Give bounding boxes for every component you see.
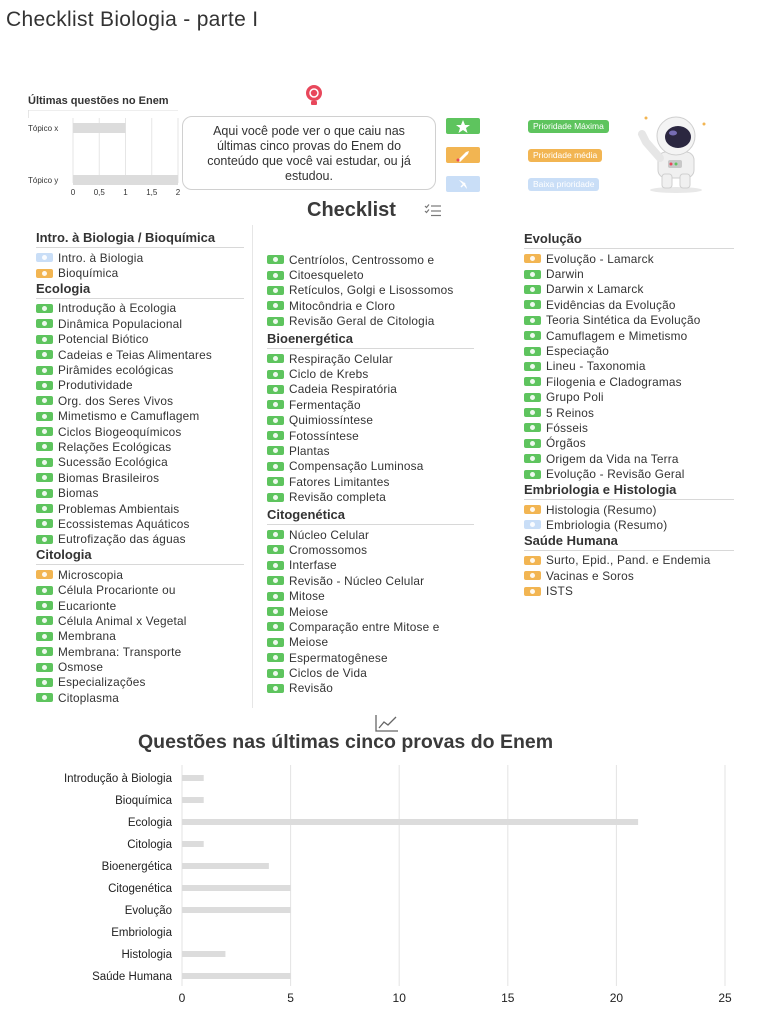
- priority-high-icon: [36, 442, 53, 451]
- checklist-item-label: Quimiossíntese: [289, 413, 374, 428]
- priority-high-icon: [267, 255, 284, 264]
- priority-high-icon: [524, 300, 541, 309]
- checklist-item[interactable]: [36, 613, 244, 628]
- checklist-item-label: Fotossíntese: [289, 428, 359, 443]
- checklist-item-label: Biomas: [58, 486, 99, 501]
- checklist-item[interactable]: [267, 351, 474, 366]
- priority-high-icon: [524, 331, 541, 340]
- priority-high-icon: [267, 301, 284, 310]
- priority-high-icon: [36, 693, 53, 702]
- checklist-item-label: Cadeias e Teias Alimentares: [58, 347, 213, 362]
- checklist-item-label: Grupo Poli: [546, 390, 604, 405]
- checklist-item[interactable]: [267, 635, 474, 650]
- priority-high-icon: [36, 601, 53, 610]
- priority-high-icon: [267, 400, 284, 409]
- checklist-item-label: Cadeia Respiratória: [289, 382, 398, 397]
- checklist-item[interactable]: [267, 527, 474, 542]
- priority-low-label: Baixa prioridade: [528, 178, 599, 191]
- priority-high-icon: [524, 439, 541, 448]
- x-tick-label: 25: [718, 991, 732, 1005]
- priority-high-icon: [267, 446, 284, 455]
- checklist-item-label: Potencial Biótico: [58, 332, 149, 347]
- checklist-item[interactable]: [36, 301, 244, 316]
- checklist-item[interactable]: [267, 397, 474, 412]
- checklist-item[interactable]: [267, 428, 474, 443]
- priority-high-icon: [524, 377, 541, 386]
- mini-chart-title: Últimas questões no Enem: [28, 95, 169, 107]
- checklist-item[interactable]: [524, 436, 734, 451]
- priority-medium-icon: [36, 570, 53, 579]
- checklist-item[interactable]: [36, 598, 244, 613]
- checklist-item-label: Respiração Celular: [289, 351, 393, 366]
- priority-high-icon: [36, 663, 53, 672]
- checklist-item-label: Ecossistemas Aquáticos: [58, 516, 190, 531]
- bar: [182, 973, 291, 979]
- checklist-item[interactable]: [36, 378, 244, 393]
- checklist-item[interactable]: [524, 451, 734, 466]
- checklist-item[interactable]: [267, 267, 474, 282]
- checklist-item[interactable]: [267, 619, 474, 634]
- checklist-item[interactable]: [36, 516, 244, 531]
- checklist-item[interactable]: [36, 316, 244, 331]
- checklist-item-label: Origem da Vida na Terra: [546, 451, 679, 466]
- checklist-item-label: Citoplasma: [58, 690, 120, 705]
- priority-medium-icon: [524, 556, 541, 565]
- priority-high-icon: [36, 616, 53, 625]
- mini-category-label: Tópico y: [28, 176, 59, 185]
- priority-medium-icon: [36, 269, 53, 278]
- checklist-item[interactable]: [267, 542, 474, 557]
- checklist-item-label: Membrana: Transporte: [58, 644, 182, 659]
- priority-high-icon: [267, 271, 284, 280]
- checklist-item-label: Fatores Limitantes: [289, 474, 390, 489]
- checklist-item-label: Especiação: [546, 344, 609, 359]
- x-tick-label: 15: [501, 991, 515, 1005]
- x-tick-label: 20: [609, 991, 624, 1005]
- checklist-column-1: [36, 230, 244, 706]
- bar: [182, 775, 204, 781]
- checklist-item-label: Intro. à Biologia: [58, 250, 144, 265]
- priority-high-icon: [267, 561, 284, 570]
- checklist-item[interactable]: [36, 409, 244, 424]
- checklist-item-label: Ciclo de Krebs: [289, 367, 369, 382]
- priority-medium-icon: [524, 571, 541, 580]
- bar: [182, 863, 269, 869]
- checklist-item[interactable]: [267, 459, 474, 474]
- priority-high-icon: [267, 576, 284, 585]
- checklist-item[interactable]: [524, 343, 734, 358]
- checklist-item[interactable]: [524, 517, 734, 532]
- priority-high-icon: [267, 530, 284, 539]
- checklist-item-label: Revisão: [289, 681, 334, 696]
- checklist-item[interactable]: [267, 588, 474, 603]
- priority-high-icon: [267, 462, 284, 471]
- category-title: Intro. à Biologia / Bioquímica: [36, 230, 244, 248]
- priority-high-icon: [267, 653, 284, 662]
- checklist-item[interactable]: [36, 362, 244, 377]
- x-tick-label: 0: [178, 991, 186, 1005]
- category-label: Introdução à Biologia: [63, 773, 172, 785]
- priority-high-icon: [36, 473, 53, 482]
- checklist-item-label: Biomas Brasileiros: [58, 470, 160, 485]
- category-title: Evolução: [524, 231, 734, 249]
- checklist-item[interactable]: [267, 474, 474, 489]
- priority-high-icon: [267, 477, 284, 486]
- mini-bar: [73, 123, 126, 133]
- priority-high-icon: [267, 545, 284, 554]
- priority-high-icon: [36, 504, 53, 513]
- checklist-item-label: Vacinas e Soros: [546, 568, 635, 583]
- priority-high-icon: [36, 335, 53, 344]
- priority-high-icon: [36, 412, 53, 421]
- category-label: Saúde Humana: [92, 971, 172, 983]
- checklist-item[interactable]: [36, 532, 244, 547]
- checklist-item[interactable]: [524, 583, 734, 598]
- checklist-item-label: Eucarionte: [58, 598, 117, 613]
- checklist-item-label: Histologia (Resumo): [546, 502, 657, 517]
- priority-high-icon: [267, 416, 284, 425]
- checklist-item-label: Problemas Ambientais: [58, 501, 180, 516]
- category-label: Bioenergética: [101, 861, 172, 873]
- mini-tick-label: 1,5: [146, 188, 158, 197]
- checklist-item[interactable]: [36, 347, 244, 362]
- checklist-item-label: Camuflagem e Mimetismo: [546, 328, 688, 343]
- category-label: Embriologia: [111, 927, 172, 939]
- checklist-item[interactable]: [36, 424, 244, 439]
- priority-high-icon: [267, 607, 284, 616]
- priority-low-icon: [36, 253, 53, 262]
- checklist-item[interactable]: [524, 568, 734, 583]
- checklist-item-label: Mitose: [289, 589, 325, 604]
- priority-high-icon: [267, 493, 284, 502]
- checklist-item[interactable]: [36, 250, 244, 265]
- star-icon: [446, 118, 480, 134]
- priority-high-icon: [36, 304, 53, 313]
- priority-high-label: Prioridade Máxima: [528, 120, 609, 133]
- bar: [182, 907, 291, 913]
- checklist-item[interactable]: [36, 690, 244, 705]
- satellite-icon: [446, 176, 480, 192]
- checklist-item-label: Centríolos, Centrossomo e: [289, 252, 435, 267]
- priority-high-icon: [36, 381, 53, 390]
- priority-high-icon: [36, 535, 53, 544]
- checklist-item[interactable]: [267, 650, 474, 665]
- checklist-item-label: ISTS: [546, 584, 574, 599]
- checklist-item-label: Evidências da Evolução: [546, 297, 676, 312]
- category-title: Bioenergética: [267, 331, 474, 349]
- checklist-item[interactable]: [267, 558, 474, 573]
- priority-high-icon: [524, 454, 541, 463]
- priority-medium-label: Prioridade média: [528, 149, 602, 162]
- lightbulb-icon: [303, 83, 325, 107]
- checklist-item[interactable]: [524, 359, 734, 374]
- checklist-item[interactable]: [524, 313, 734, 328]
- checklist-item[interactable]: [36, 470, 244, 485]
- category-label: Histologia: [121, 949, 172, 961]
- checklist-item[interactable]: [267, 681, 474, 696]
- priority-high-icon: [267, 684, 284, 693]
- mini-category-label: Tópico x: [28, 124, 59, 133]
- priority-high-icon: [36, 632, 53, 641]
- priority-high-icon: [36, 366, 53, 375]
- checklist-item-label: 5 Reinos: [546, 405, 595, 420]
- trend-chart-icon: [374, 713, 400, 733]
- checklist-item[interactable]: [524, 266, 734, 281]
- priority-high-icon: [267, 622, 284, 631]
- checklist-item[interactable]: [36, 455, 244, 470]
- checklist-item-label: Filogenia e Cladogramas: [546, 374, 682, 389]
- x-tick-label: 5: [287, 991, 294, 1005]
- checklist-item-label: Produtividade: [58, 378, 133, 393]
- checklist-item[interactable]: [524, 553, 734, 568]
- checklist-item[interactable]: [524, 405, 734, 420]
- priority-high-icon: [267, 638, 284, 647]
- bar: [182, 885, 291, 891]
- page-title: Checklist Biologia - parte I: [6, 8, 259, 31]
- category-label: Ecologia: [127, 817, 172, 829]
- checklist-item[interactable]: [36, 659, 244, 674]
- category-title: Citogenética: [267, 507, 474, 525]
- priority-high-icon: [267, 669, 284, 678]
- checklist-item[interactable]: [267, 604, 474, 619]
- category-title: Embriologia e Histologia: [524, 482, 734, 500]
- checklist-item[interactable]: [36, 582, 244, 597]
- priority-medium-icon: [524, 505, 541, 514]
- checklist-item-label: Eutrofização das águas: [58, 532, 186, 547]
- checklist-item[interactable]: [36, 501, 244, 516]
- checklist-item-label: Teoria Sintética da Evolução: [546, 313, 701, 328]
- category-label: Evolução: [124, 905, 172, 917]
- priority-high-icon: [524, 470, 541, 479]
- priority-high-icon: [267, 354, 284, 363]
- checklist-item[interactable]: [524, 251, 734, 266]
- checklist-column-2: [267, 252, 474, 696]
- checklist-item-label: Fósseis: [546, 420, 589, 435]
- checklist-item-label: Órgãos: [546, 436, 586, 451]
- bar-chart-title: Questões nas últimas cinco provas do Enem: [138, 731, 554, 753]
- priority-high-icon: [36, 396, 53, 405]
- checklist-item-label: Revisão - Núcleo Celular: [289, 573, 425, 588]
- checklist-item-label: Célula Procarionte ou: [58, 583, 176, 598]
- priority-high-icon: [36, 319, 53, 328]
- checklist-item[interactable]: [267, 413, 474, 428]
- category-title: Ecologia: [36, 281, 244, 299]
- mini-tick-label: 1: [123, 188, 128, 197]
- checklist-item[interactable]: [267, 298, 474, 313]
- priority-high-icon: [524, 316, 541, 325]
- priority-high-icon: [524, 423, 541, 432]
- checklist-item-label: Microscopia: [58, 567, 124, 582]
- checklist-item[interactable]: [36, 332, 244, 347]
- checklist-item-label: Evolução - Revisão Geral: [546, 467, 685, 482]
- checklist-item-label: Interfase: [289, 558, 337, 573]
- category-label: Citologia: [127, 839, 172, 851]
- checklist-item-label: Relações Ecológicas: [58, 439, 172, 454]
- checklist-item[interactable]: [524, 466, 734, 481]
- checklist-item[interactable]: [36, 629, 244, 644]
- checklist-item[interactable]: [267, 665, 474, 680]
- checklist-item[interactable]: [36, 393, 244, 408]
- checklist-item-label: Fermentação: [289, 397, 361, 412]
- checklist-item[interactable]: [524, 390, 734, 405]
- checklist-item-label: Lineu - Taxonomia: [546, 359, 646, 374]
- priority-high-icon: [267, 385, 284, 394]
- checklist-item-label: Embriologia (Resumo): [546, 517, 668, 532]
- checklist-title: Checklist: [307, 199, 396, 221]
- bar: [182, 841, 204, 847]
- priority-high-icon: [267, 286, 284, 295]
- checklist-item[interactable]: [524, 328, 734, 343]
- checklist-item-label: Espermatogênese: [289, 650, 388, 665]
- rocket-icon: [446, 147, 480, 163]
- priority-high-icon: [524, 408, 541, 417]
- checklist-item[interactable]: [524, 502, 734, 517]
- bar: [182, 797, 204, 803]
- checklist-item[interactable]: [36, 439, 244, 454]
- checklist-item-label: Revisão completa: [289, 490, 386, 505]
- priority-high-icon: [267, 317, 284, 326]
- priority-high-icon: [36, 647, 53, 656]
- checklist-item-label: Ciclos Biogeoquímicos: [58, 424, 182, 439]
- checklist-item-label: Surto, Epid., Pand. e Endemia: [546, 553, 711, 568]
- checklist-item-label: Retículos, Golgi e Lisossomos: [289, 283, 454, 298]
- checklist-column-3: [524, 231, 734, 599]
- checklist-item-label: Darwin x Lamarck: [546, 282, 644, 297]
- priority-high-icon: [267, 431, 284, 440]
- checklist-item[interactable]: [36, 644, 244, 659]
- checklist-item[interactable]: [36, 675, 244, 690]
- checklist-item-label: Evolução - Lamarck: [546, 251, 654, 266]
- priority-medium-icon: [524, 587, 541, 596]
- checklist-item-label: Célula Animal x Vegetal: [58, 613, 187, 628]
- checklist-item-label: Bioquímica: [58, 266, 119, 281]
- checklist-item[interactable]: [524, 297, 734, 312]
- mini-tick-label: 2: [175, 188, 181, 197]
- mini-chart: [28, 110, 188, 200]
- mini-tick-label: 0: [70, 188, 76, 197]
- checklist-item-label: Revisão Geral de Citologia: [289, 314, 435, 329]
- priority-high-icon: [36, 519, 53, 528]
- checklist-item-label: Meiose: [289, 635, 329, 650]
- checklist-item-label: Ciclos de Vida: [289, 666, 367, 681]
- checklist-icon: [424, 203, 442, 217]
- checklist-item[interactable]: [36, 567, 244, 582]
- checklist-item-label: Citoesqueleto: [289, 268, 364, 283]
- checklist-item-label: Mitocôndria e Cloro: [289, 298, 396, 313]
- checklist-item-label: Osmose: [58, 660, 104, 675]
- priority-high-icon: [524, 362, 541, 371]
- checklist-item[interactable]: [267, 382, 474, 397]
- checklist-item[interactable]: [267, 366, 474, 381]
- checklist-item[interactable]: [267, 252, 474, 267]
- priority-high-icon: [36, 489, 53, 498]
- priority-high-icon: [36, 586, 53, 595]
- column-divider: [252, 225, 253, 708]
- checklist-item[interactable]: [36, 265, 244, 280]
- bar: [182, 951, 225, 957]
- checklist-item[interactable]: [36, 485, 244, 500]
- checklist-item[interactable]: [524, 420, 734, 435]
- checklist-item[interactable]: [267, 443, 474, 458]
- checklist-item-label: Cromossomos: [289, 542, 368, 557]
- checklist-item-label: Sucessão Ecológica: [58, 455, 168, 470]
- priority-high-icon: [36, 350, 53, 359]
- priority-high-icon: [524, 347, 541, 356]
- mini-tick-label: 0,5: [93, 188, 105, 197]
- checklist-item-label: Pirâmides ecológicas: [58, 363, 174, 378]
- checklist-item-label: Comparação entre Mitose e: [289, 619, 440, 634]
- checklist-item-label: Dinâmica Populacional: [58, 316, 183, 331]
- priority-high-icon: [524, 285, 541, 294]
- checklist-item[interactable]: [267, 283, 474, 298]
- priority-high-icon: [36, 678, 53, 687]
- x-tick-label: 10: [392, 991, 406, 1005]
- priority-high-icon: [524, 270, 541, 279]
- checklist-item[interactable]: [267, 573, 474, 588]
- checklist-item-label: Especializações: [58, 675, 146, 690]
- bar: [182, 819, 638, 825]
- category-title: Saúde Humana: [524, 533, 734, 551]
- priority-low-icon: [524, 520, 541, 529]
- checklist-item-label: Compensação Luminosa: [289, 459, 424, 474]
- mini-bar: [73, 175, 178, 185]
- astronaut-illustration: [636, 112, 712, 194]
- checklist-item[interactable]: [524, 374, 734, 389]
- info-box: Aqui você pode ver o que caiu nas últimas cinco provas do Enem do conteúdo que você vai estudar, ou já estudou.: [182, 116, 436, 190]
- category-label: Citogenética: [108, 883, 172, 895]
- checklist-item[interactable]: [267, 489, 474, 504]
- bar-chart: [0, 765, 768, 1024]
- priority-high-icon: [524, 393, 541, 402]
- checklist-item[interactable]: [524, 282, 734, 297]
- checklist-item-label: Org. dos Seres Vivos: [58, 393, 174, 408]
- priority-medium-icon: [524, 254, 541, 263]
- category-label: Bioquímica: [115, 795, 172, 807]
- checklist-item-label: Darwin: [546, 267, 584, 282]
- checklist-item-label: Núcleo Celular: [289, 527, 370, 542]
- checklist-item[interactable]: [267, 314, 474, 329]
- category-title: Citologia: [36, 547, 244, 565]
- checklist-item-label: Mimetismo e Camuflagem: [58, 409, 200, 424]
- priority-high-icon: [36, 458, 53, 467]
- checklist-item-label: Membrana: [58, 629, 116, 644]
- checklist-item-label: Plantas: [289, 443, 330, 458]
- checklist-item-label: Introdução à Ecologia: [58, 301, 177, 316]
- priority-high-icon: [267, 592, 284, 601]
- priority-high-icon: [36, 427, 53, 436]
- priority-high-icon: [267, 370, 284, 379]
- checklist-item-label: Meiose: [289, 604, 329, 619]
